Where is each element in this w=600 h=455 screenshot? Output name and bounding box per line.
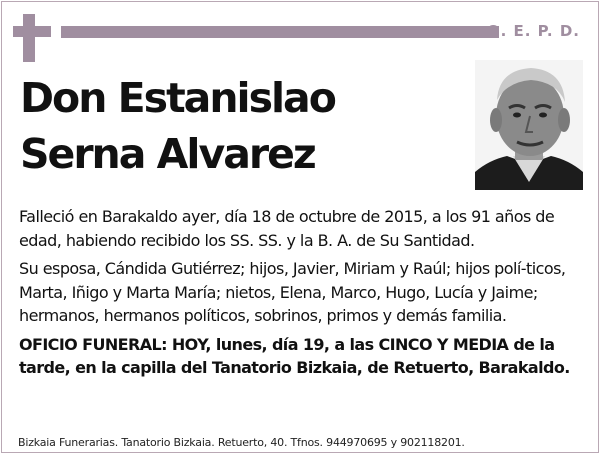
- qepd-label: Q. E. P. D.: [486, 22, 580, 40]
- cross-icon: [23, 14, 35, 62]
- death-announcement: Falleció en Barakaldo ayer, día 18 de octubre de 2015, a los 91 años de edad, habiendo recibido los SS. SS. y la B. A. de Su Santidad.: [19, 207, 555, 250]
- funeral-service: OFICIO FUNERAL: HOY, lunes, día 19, a las CINCO Y MEDIA de la tarde, en la capilla del Tanatorio Bizkaia, de Retuerto, Barakaldo.: [19, 334, 570, 377]
- deceased-photo: [475, 60, 583, 190]
- obituary-card: [1, 1, 599, 453]
- cross-icon-bar: [13, 26, 51, 37]
- deceased-name-line2: Serna Alvarez: [20, 130, 315, 178]
- family-list: Su esposa, Cándida Gutiérrez; hijos, Javier, Miriam y Raúl; hijos polí-ticos, Marta, Iñigo y Marta María; nietos, Elena, Marco, Hugo, Lucía y Jaime; hermanos, hermanos políticos, sobrinos, primos y demás familia.: [19, 259, 566, 325]
- header-divider: [61, 26, 499, 38]
- funeral-home-info: Bizkaia Funerarias. Tanatorio Bizkaia. Retuerto, 40. Tfnos. 944970695 y 902118201.: [18, 436, 465, 449]
- obituary-body: [19, 205, 591, 385]
- deceased-name: [20, 70, 335, 182]
- deceased-name-line1: Don Estanislao: [20, 74, 335, 122]
- portrait-image: [475, 60, 583, 190]
